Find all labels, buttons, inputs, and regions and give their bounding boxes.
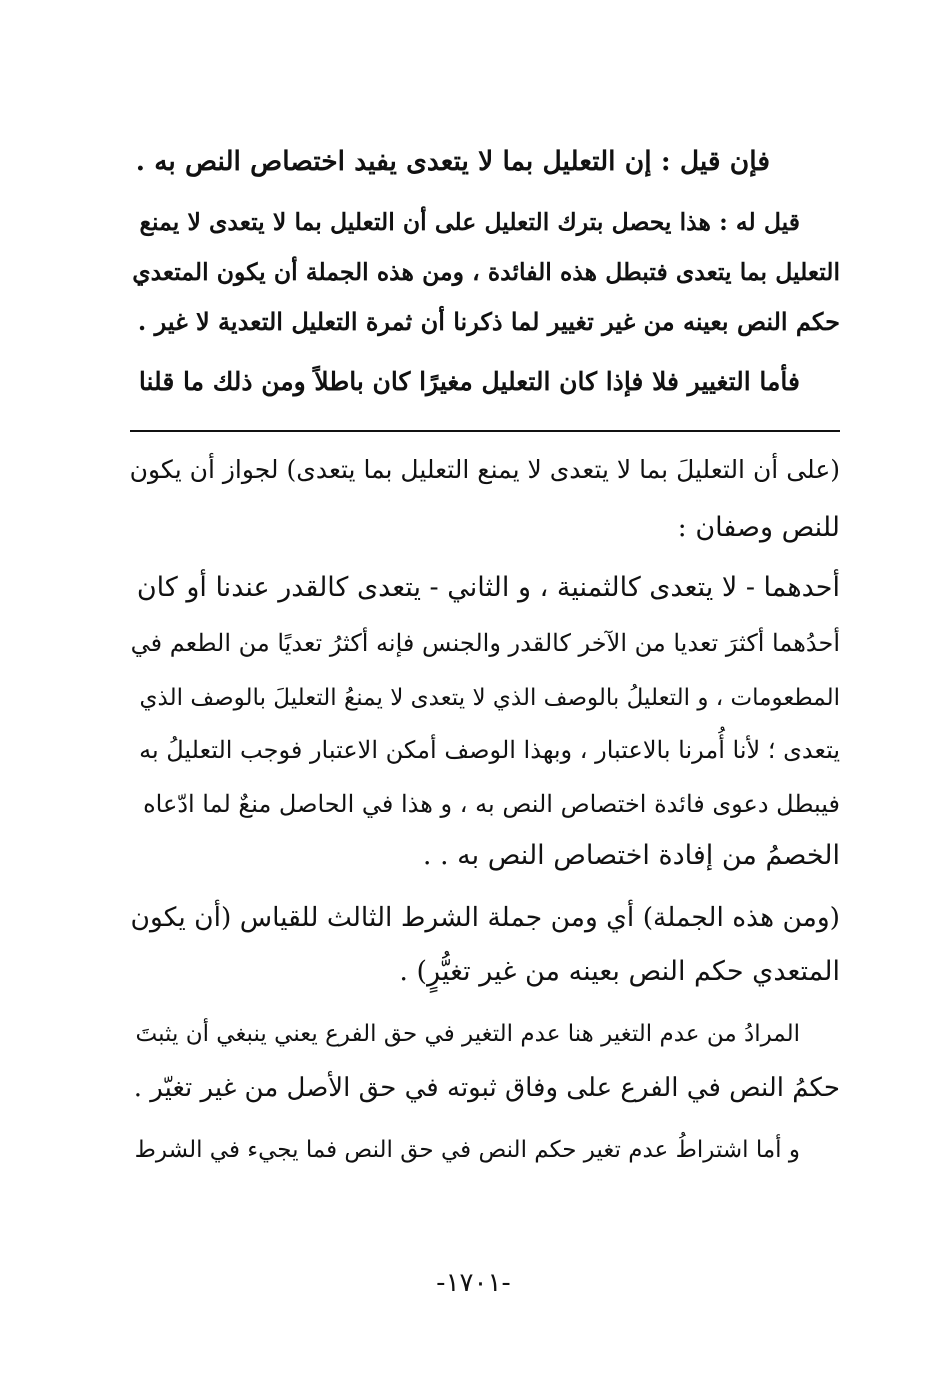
divider-line — [130, 430, 840, 432]
text-line: الخصمُ من إفادة اختصاص النص به . . — [422, 840, 840, 871]
text-line: المرادُ من عدم التغير هنا عدم التغير في حق الفرع يعني ينبغي أن يثبتَ — [135, 1021, 800, 1047]
text-line: حكم النص بعينه من غير تغيير لما ذكرنا أن ثمرة التعليل التعدية لا غير . — [137, 307, 840, 336]
text-line: للنص وصفان : — [677, 512, 840, 543]
text-line: حكمُ النص في الفرع على وفاق ثبوته في حق الأصل من غير تغيّر . — [133, 1073, 840, 1103]
text-line: المتعدي حكم النص بعينه من غير تغيُّرٍ) . — [399, 956, 840, 987]
text-line: (ومن هذه الجملة) أي ومن جملة الشرط الثالث للقياس (أن يكون — [130, 902, 840, 933]
text-line: و أما اشتراطُ عدم تغير حكم النص في حق النص فما يجيء في الشرط — [134, 1137, 800, 1163]
text-line: يتعدى ؛ لأنا أُمرنا بالاعتبار ، وبهذا الوصف أمكن الاعتبار فوجب التعليلُ به — [139, 736, 840, 764]
page-number: -١٧٠١- — [436, 1268, 511, 1298]
text-line: أحدهما - لا يتعدى كالثمنية ، و الثاني - يتعدى كالقدر عندنا أو كان — [136, 572, 840, 603]
text-line: قيل له : هذا يحصل بترك التعليل على أن التعليل بما لا يتعدى لا يمنع — [139, 208, 800, 236]
text-line: المطعومات ، و التعليلُ بالوصف الذي لا يتعدى لا يمنعُ التعليلَ بالوصف الذي — [139, 685, 840, 711]
text-line: (على أن التعليلَ بما لا يتعدى لا يمنع التعليل بما يتعدى) لجواز أن يكون — [129, 455, 840, 484]
text-line: فأما التغيير فلا فإذا كان التعليل مغيرًا كان باطلاً ومن ذلك ما قلنا — [138, 367, 800, 396]
text-line: فإن قيل : إن التعليل بما لا يتعدى يفيد اختصاص النص به . — [135, 146, 770, 177]
text-line: التعليل بما يتعدى فتبطل هذه الفائدة ، ومن هذه الجملة أن يكون المتعدي — [132, 258, 840, 286]
text-line: فيبطل دعوى فائدة اختصاص النص به ، و هذا في الحاصل منعٌ لما ادّعاه — [143, 790, 840, 818]
text-line: أحدُهما أكثرَ تعديا من الآخر كالقدر والجنس فإنه أكثرُ تعديًا من الطعم في — [130, 629, 840, 657]
